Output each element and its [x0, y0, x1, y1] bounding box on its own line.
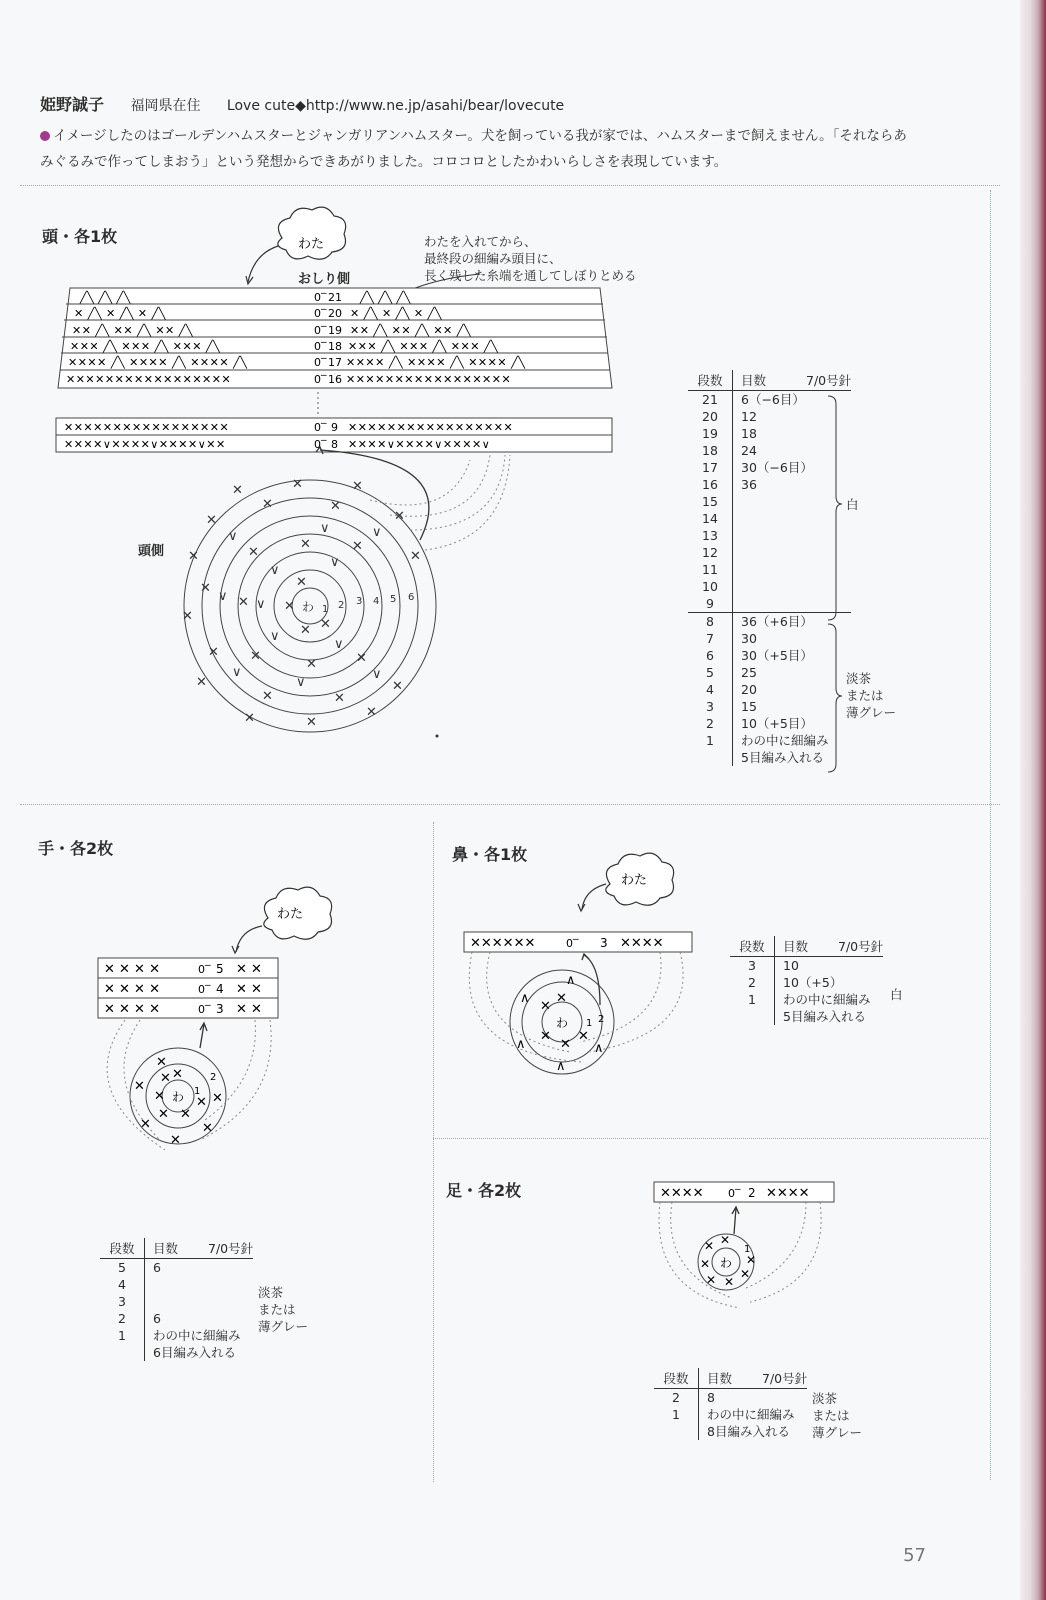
head-table-header-stitches: 目数 7/0号針	[733, 370, 852, 391]
svg-text:∧: ∧	[556, 1059, 566, 1074]
page-number: 57	[903, 1545, 926, 1566]
svg-text:✕: ✕	[196, 675, 207, 690]
cloud-arrow	[248, 246, 278, 282]
svg-text:✕: ✕	[158, 1107, 169, 1122]
svg-text:✕: ✕	[320, 617, 331, 632]
hand-row-3-right: ✕ ✕	[236, 1002, 262, 1017]
hand-row-5-label: 5	[216, 962, 224, 976]
svg-text:✕: ✕	[292, 477, 303, 492]
svg-text:✕: ✕	[250, 649, 261, 664]
author-name: 姫野誠子	[40, 95, 105, 114]
hand-row-5-right: ✕ ✕	[236, 962, 262, 977]
svg-text:✕: ✕	[244, 711, 255, 726]
svg-text:✕: ✕	[238, 595, 249, 610]
svg-text:0‾: 0‾	[198, 983, 211, 996]
svg-text:0‾: 0‾	[728, 1187, 741, 1200]
head-note-line-3: 長く残した糸端を通してしぼりとめる	[424, 268, 637, 283]
svg-text:✕: ✕	[262, 689, 273, 704]
row-21: 21	[328, 291, 342, 304]
svg-text:0‾: 0‾	[314, 291, 327, 304]
svg-text:∨: ∨	[232, 665, 242, 680]
svg-text:✕: ✕	[160, 1071, 171, 1086]
svg-text:0‾: 0‾	[314, 324, 327, 337]
row-18-right: ✕✕✕ ╱╲ ✕✕✕ ╱╲ ✕✕✕ ╱╲	[348, 340, 499, 353]
svg-text:✕: ✕	[248, 545, 259, 560]
nose-row-left: ✕✕✕✕✕✕	[470, 936, 536, 951]
svg-text:✕: ✕	[188, 549, 199, 564]
hand-cloud-icon	[264, 887, 332, 939]
svg-text:1: 1	[744, 1244, 751, 1255]
row-19-right: ✕✕ ╱╲ ✕✕ ╱╲ ✕✕ ╱╲	[350, 324, 472, 337]
nose-spiral-stitches	[516, 973, 604, 1074]
svg-text:✕: ✕	[352, 539, 363, 554]
svg-text:0‾: 0‾	[314, 373, 327, 386]
head-note-line-2: 最終段の細編み頭目に、	[424, 251, 562, 266]
row-21-right: ╱╲ ╱╲ ╱╲	[360, 291, 411, 304]
svg-text:∨: ∨	[270, 563, 280, 578]
head-table-header-rows: 段数	[688, 370, 733, 391]
row-8-right: ✕✕✕✕∨✕✕✕✕∨✕✕✕✕∨	[348, 438, 491, 451]
foot-title: 足・各2枚	[446, 1181, 522, 1200]
svg-text:✕: ✕	[202, 1121, 213, 1136]
nose-row-stitches	[470, 936, 664, 951]
svg-text:∧: ∧	[516, 1037, 526, 1052]
head-ring-label: わ	[302, 600, 315, 614]
row-9-right: ✕✕✕✕✕✕✕✕✕✕✕✕✕✕✕✕✕	[348, 421, 514, 434]
svg-text:∨: ∨	[334, 637, 344, 652]
svg-text:∨: ∨	[330, 555, 340, 570]
head-color-bottom: 淡茶 または 薄グレー	[846, 671, 897, 720]
svg-text:0‾: 0‾	[314, 356, 327, 369]
svg-text:✕: ✕	[200, 581, 211, 596]
back-side-label: おしり側	[298, 272, 351, 287]
row-16-left: ✕✕✕✕✕✕✕✕✕✕✕✕✕✕✕✕✕	[66, 373, 232, 386]
nose-spiral	[469, 952, 683, 1074]
row-18: 18	[328, 340, 342, 353]
row-20-right: ✕ ╱╲ ✕ ╱╲ ✕ ╱╲	[350, 307, 442, 320]
hand-row-3-label: 3	[216, 1002, 224, 1016]
svg-text:✕: ✕	[170, 1133, 181, 1148]
nose-row-label: 3	[600, 936, 608, 950]
row-21-left: ╱╲ ╱╲ ╱╲	[80, 291, 131, 304]
hand-title: 手・各2枚	[38, 839, 114, 858]
foot-row-stitches	[660, 1186, 810, 1201]
svg-text:✕: ✕	[284, 599, 295, 614]
svg-text:∨: ∨	[256, 597, 266, 612]
hand-spiral	[107, 1020, 271, 1150]
svg-text:0‾: 0‾	[314, 340, 327, 353]
row-16: 16	[328, 373, 342, 386]
nose-stitch-table: 段数 目数 7/0号針 3 10 2 10（+5） 1 わの中に細編み 5目編み入れる	[730, 936, 883, 1025]
svg-text:✕: ✕	[352, 479, 363, 494]
svg-text:3: 3	[356, 596, 363, 607]
svg-text:2: 2	[598, 1014, 605, 1025]
intro-line-1: イメージしたのはゴールデンハムスターとジャンガリアンハムスター。犬を飼っている我が家では、ハムスターまで飼えません。「それならあ	[53, 128, 907, 144]
nose-title: 鼻・各1枚	[452, 845, 528, 864]
head-side-label: 頭側	[138, 544, 165, 559]
nose-cloud-icon	[606, 853, 674, 905]
svg-text:✕: ✕	[156, 1055, 167, 1070]
svg-text:∨: ∨	[228, 529, 238, 544]
svg-text:∨: ∨	[372, 667, 382, 682]
row-19: 19	[328, 324, 342, 337]
svg-text:∧: ∧	[566, 973, 576, 988]
svg-text:✕: ✕	[394, 509, 405, 524]
svg-text:✕: ✕	[296, 575, 307, 590]
nose-cloud-text: わた	[621, 873, 648, 888]
head-cloud-text: わた	[298, 237, 325, 252]
foot-row-label: 2	[748, 1186, 756, 1200]
svg-text:✕: ✕	[140, 1117, 151, 1132]
svg-text:✕: ✕	[300, 537, 311, 552]
nose-color: 白	[890, 987, 903, 1002]
svg-text:✕: ✕	[560, 1037, 571, 1052]
row-16-right: ✕✕✕✕✕✕✕✕✕✕✕✕✕✕✕✕✕	[346, 373, 512, 386]
svg-text:✕: ✕	[212, 1091, 223, 1106]
head-stitch-table: 段数 目数 7/0号針 21 6（−6目） 20 12 19 18 18 24 17 30（−6目） 16 36 15 14 13 12 11 10 9 8 36（+6目） 7 30 6 30（+5目） 5 25 4 20 3 15 2 10（+5目） 1 わの中に細編み 5目編み入れる	[688, 370, 851, 766]
svg-text:∧: ∧	[594, 1041, 604, 1056]
svg-text:2: 2	[338, 600, 345, 611]
svg-text:✕: ✕	[700, 1257, 711, 1271]
svg-text:✕: ✕	[330, 499, 341, 514]
svg-text:✕: ✕	[704, 1239, 715, 1253]
intro-line-2: みぐるみで作ってしまおう」という発想からできあがりました。コロコロとしたかわいらしさを表現しています。	[40, 154, 728, 170]
row-17-right: ✕✕✕✕ ╱╲ ✕✕✕✕ ╱╲ ✕✕✕✕ ╱╲	[346, 356, 526, 369]
svg-text:6: 6	[408, 592, 415, 603]
svg-text:4: 4	[373, 596, 380, 607]
head-color-top: 白	[846, 497, 859, 512]
foot-color: 淡茶 または 薄グレー	[812, 1391, 863, 1440]
svg-text:1: 1	[194, 1086, 201, 1097]
hand-row-5-left: ✕ ✕ ✕ ✕	[104, 962, 160, 977]
svg-text:✕: ✕	[740, 1267, 751, 1281]
svg-text:0‾: 0‾	[198, 963, 211, 976]
svg-text:0‾: 0‾	[314, 438, 327, 451]
svg-text:∨: ∨	[218, 589, 228, 604]
svg-text:1: 1	[322, 604, 329, 615]
svg-text:1: 1	[586, 1018, 593, 1029]
head-note-line-1: わたを入れてから、	[424, 234, 537, 249]
svg-text:✕: ✕	[208, 645, 219, 660]
hand-cloud-text: わた	[277, 907, 304, 922]
svg-text:✕: ✕	[262, 497, 273, 512]
svg-text:∨: ∨	[372, 525, 382, 540]
svg-text:✕: ✕	[206, 513, 217, 528]
svg-text:✕: ✕	[746, 1253, 757, 1267]
hand-stitch-table: 段数 目数 7/0号針 5 6 4 3 2 6 1 わの中に細編み 6目編み入れる	[100, 1238, 253, 1361]
row-20: 20	[328, 307, 342, 320]
svg-text:✕: ✕	[540, 999, 551, 1014]
row-17: 17	[328, 356, 342, 369]
cloud-icon	[278, 207, 346, 259]
hand-row-4-left: ✕ ✕ ✕ ✕	[104, 982, 160, 997]
author-location: 福岡県在住	[130, 98, 201, 114]
nose-row-right: ✕✕✕✕	[620, 936, 664, 951]
row-8-left: ✕✕✕✕∨✕✕✕✕∨✕✕✕✕∨✕✕	[64, 438, 226, 451]
svg-text:✕: ✕	[232, 483, 243, 498]
svg-text:0‾: 0‾	[314, 421, 327, 434]
svg-text:✕: ✕	[724, 1275, 735, 1289]
nose-ring-label: わ	[556, 1016, 569, 1030]
foot-stitch-table: 段数 目数 7/0号針 2 8 1 わの中に細編み 8目編み入れる	[654, 1368, 807, 1440]
foot-spiral	[659, 1202, 821, 1308]
svg-text:✕: ✕	[410, 549, 421, 564]
row-18-left: ✕✕✕ ╱╲ ✕✕✕ ╱╲ ✕✕✕ ╱╲	[70, 340, 221, 353]
svg-text:✕: ✕	[720, 1233, 731, 1247]
row-9: 9	[331, 421, 338, 434]
row-20-left: ✕ ╱╲ ✕ ╱╲ ✕ ╱╲	[74, 307, 166, 320]
hand-color: 淡茶 または 薄グレー	[258, 1285, 309, 1334]
svg-text:✕: ✕	[196, 1095, 207, 1110]
row-8: 8	[331, 438, 338, 451]
svg-text:∨: ∨	[270, 629, 280, 644]
hand-row-3-left: ✕ ✕ ✕ ✕	[104, 1002, 160, 1017]
svg-text:0‾: 0‾	[314, 307, 327, 320]
svg-text:✕: ✕	[300, 623, 311, 638]
svg-text:✕: ✕	[182, 609, 193, 624]
svg-text:✕: ✕	[134, 1079, 145, 1094]
svg-text:✕: ✕	[366, 705, 377, 720]
svg-text:✕: ✕	[540, 1029, 551, 1044]
author-site: Love cute◆http://www.ne.jp/asahi/bear/lovecute	[226, 98, 565, 114]
row-9-left: ✕✕✕✕✕✕✕✕✕✕✕✕✕✕✕✕✕	[64, 421, 230, 434]
foot-ring-label: わ	[720, 1256, 733, 1270]
svg-text:2: 2	[210, 1072, 217, 1083]
svg-text:✕: ✕	[392, 679, 403, 694]
foot-row-left: ✕✕✕✕	[660, 1186, 704, 1201]
foot-spiral-stitches	[700, 1233, 756, 1289]
svg-text:✕: ✕	[154, 1089, 165, 1104]
row-17-left: ✕✕✕✕ ╱╲ ✕✕✕✕ ╱╲ ✕✕✕✕ ╱╲	[68, 356, 248, 369]
foot-row-right: ✕✕✕✕	[766, 1186, 810, 1201]
svg-text:∨: ∨	[320, 521, 330, 536]
svg-text:0‾: 0‾	[198, 1003, 211, 1016]
svg-text:✕: ✕	[180, 1107, 191, 1122]
svg-text:✕: ✕	[578, 1029, 589, 1044]
svg-text:✕: ✕	[556, 991, 567, 1006]
head-title: 頭・各1枚	[42, 227, 118, 246]
svg-text:0‾: 0‾	[566, 937, 579, 950]
svg-text:5: 5	[390, 594, 397, 605]
svg-text:✕: ✕	[172, 1067, 183, 1082]
svg-text:✕: ✕	[334, 691, 345, 706]
svg-text:✕: ✕	[306, 715, 317, 730]
svg-text:✕: ✕	[306, 657, 317, 672]
svg-text:✕: ✕	[706, 1273, 717, 1287]
svg-text:✕: ✕	[356, 651, 367, 666]
hand-ring-label: わ	[172, 1090, 185, 1104]
hand-row-4-right: ✕ ✕	[236, 982, 262, 997]
svg-text:∧: ∧	[520, 991, 530, 1006]
row-19-left: ✕✕ ╱╲ ✕✕ ╱╲ ✕✕ ╱╲	[72, 324, 194, 337]
svg-text:∨: ∨	[296, 675, 306, 690]
hand-row-4-label: 4	[216, 982, 224, 996]
